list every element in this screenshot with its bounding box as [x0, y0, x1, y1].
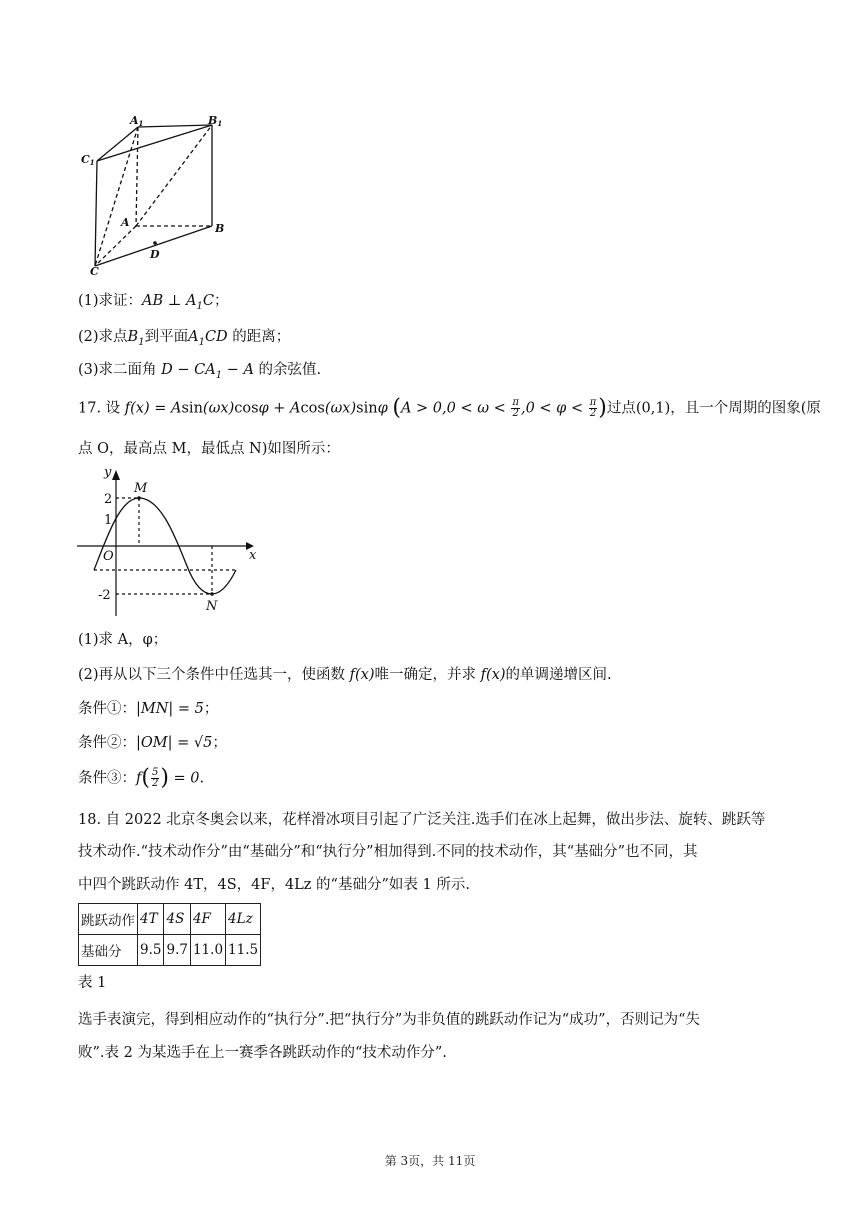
page-footer: 第 3页，共 11页 [384, 1154, 476, 1168]
table-1-caption: 表 1 [78, 975, 107, 991]
table-row [79, 935, 261, 966]
label-A: A [121, 216, 130, 229]
q18-line3: 中四个跳跃动作 4T，4S，4F，4Lz 的“基础分”如表 1 所示. [78, 877, 470, 893]
label-C: C [90, 265, 99, 278]
q18-line5: 败”.表 2 为某选手在上一赛季各跳跃动作的“技术动作分”. [78, 1045, 447, 1061]
q17-condition-2: 条件②：|OM| = √5； [78, 735, 227, 751]
q17-part1: (1)求 A，φ； [78, 632, 168, 648]
label-B: B [215, 222, 225, 235]
q16-part1: (1)求证：AB ⊥ $A_1C$； [78, 293, 229, 312]
q17-part2: (2)再从以下三个条件中任选其一，使函数 f(x)唯一确定，并求 f(x)的单调递增区间. [78, 667, 612, 683]
q17-stem: 17. 设 f(x) = Asin(ωx)cosφ + Acos(ωx)sinφ (A > 0,0 < ω < $\frac{\pi}{2}$ ,0 < φ < $\frac{\pi}{2}$ )过点(0,1)，且一个周期的图象(原 [78, 395, 821, 421]
q16-part3: (3)求二面角 $D - CA_1 - A$ 的余弦值. [78, 362, 322, 381]
tick-neg2: -2 [98, 588, 111, 603]
table-cell: 跳跃动作 [79, 904, 138, 935]
table-cell: 11.5 [226, 935, 261, 966]
label-A1: A1 [130, 114, 144, 128]
point-M-label: M [134, 481, 148, 496]
q17-condition-1: 条件①：|MN| = 5； [78, 701, 219, 717]
axis-x-label: x [249, 548, 257, 563]
q16-part2: (2)求点$B_1$到平面$A_1CD$ 的距离； [78, 329, 291, 348]
q18-line4: 选手表演完，得到相应动作的“执行分”.把“执行分”为非负值的跳跃动作记为“成功”，否则记为“失 [78, 1012, 700, 1028]
q18-line2: 技术动作.“技术动作分”由“基础分”和“执行分”相加得到.不同的技术动作，其“基础分”也不同，其 [78, 844, 698, 860]
table-cell: 基础分 [79, 935, 138, 966]
table-cell: 4T [138, 904, 164, 935]
axis-y-label: y [104, 465, 112, 480]
prism-figure [70, 108, 240, 278]
table-cell: 4S [164, 904, 190, 935]
table-cell: 11.0 [190, 935, 225, 966]
table-row [79, 904, 261, 935]
label-D: D [150, 248, 160, 261]
label-C1: C1 [81, 153, 95, 167]
tick-1: 1 [104, 513, 113, 528]
point-N-label: N [206, 599, 218, 614]
origin-label: O [103, 549, 114, 564]
table-cell: 9.5 [138, 935, 164, 966]
q17-stem-line2: 点 O，最高点 M，最低点 N)如图所示： [78, 441, 340, 457]
table-cell: 4F [190, 904, 225, 935]
sine-graph-figure [72, 462, 272, 622]
table-1-base-scores [78, 903, 261, 966]
q17-condition-3: 条件③：f( $\frac{5}{2}$ ) = 0. [78, 765, 205, 791]
tick-2: 2 [104, 492, 113, 507]
q18-line1: 18. 自 2022 北京冬奥会以来，花样滑冰项目引起了广泛关注.选手们在冰上起舞，做出步法、旋转、跳跃等 [78, 812, 766, 828]
table-cell: 4Lz [226, 904, 261, 935]
table-cell: 9.7 [164, 935, 190, 966]
label-B1: B1 [208, 114, 223, 128]
